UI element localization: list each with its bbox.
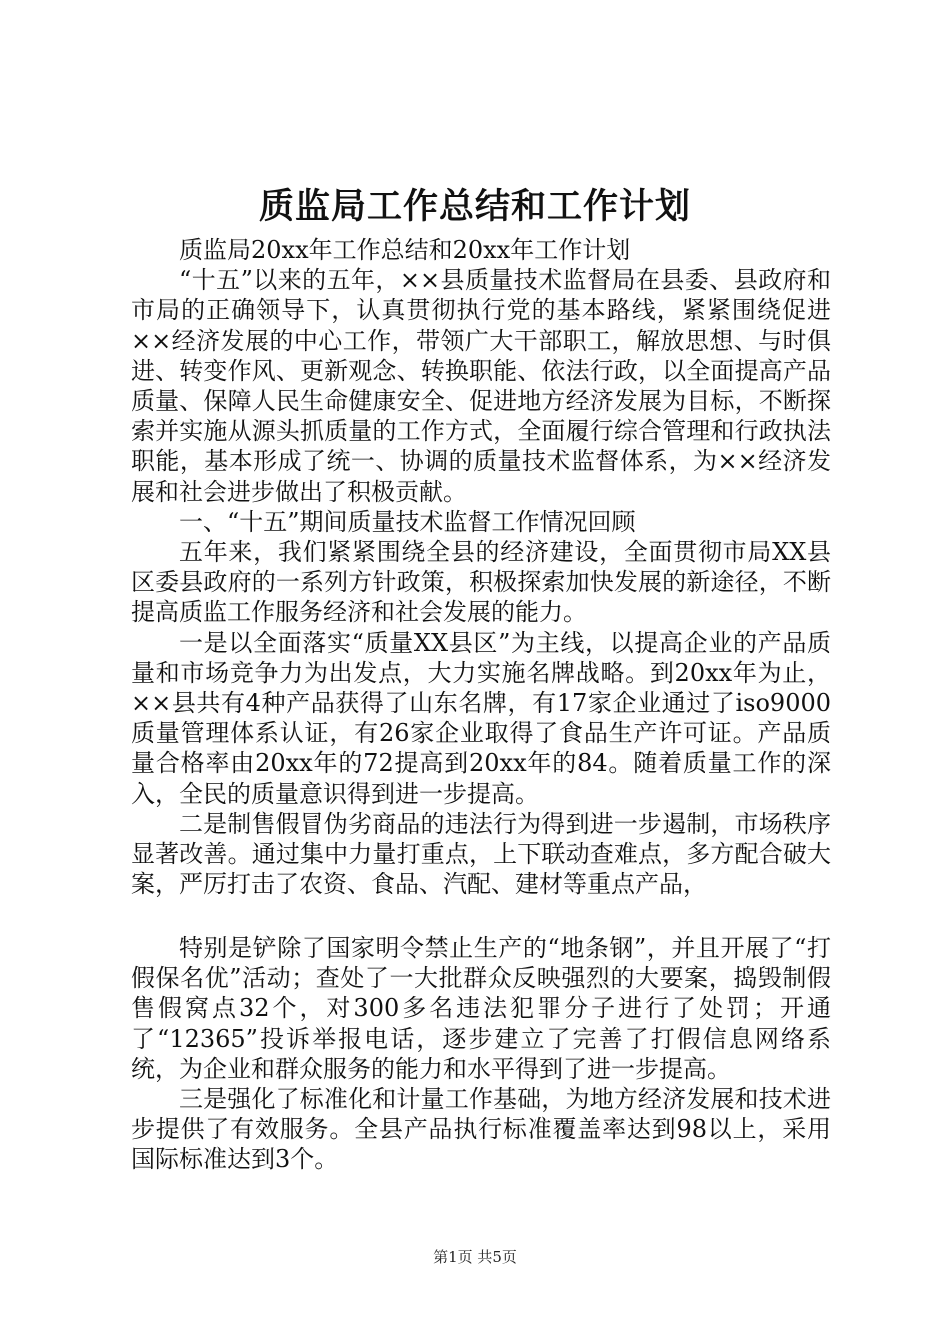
document-body — [131, 235, 831, 899]
point-one-paragraph: 一是以全面落实“质量XX县区”为主线，以提高企业的产品质量和市场竞争力为出发点，大力实施名牌战略。到20xx年为止，××县共有4种产品获得了山东名牌，有17家企业通过了iso9000质量管理体系认证，有26家企业取得了食品生产许可证。产品质量合格率由20xx年的72提高到20xx年的84。随着质量工作的深入，全民的质量意识得到进一步提高。 — [131, 628, 831, 808]
overview-paragraph: 五年来，我们紧紧围绕全县的经济建设，全面贯彻市局XX县区委县政府的一系列方针政策，积极探索加快发展的新途径，不断提高质监工作服务经济和社会发展的能力。 — [131, 538, 831, 627]
document-body-continued — [131, 933, 831, 1175]
intro-paragraph: “十五”以来的五年，××县质量技术监督局在县委、县政府和市局的正确领导下，认真贯彻执行党的基本路线，紧紧围绕促进××经济发展的中心工作，带领广大干部职工，解放思想、与时俱进、转变作风、更新观念、转换职能、依法行政，以全面提高产品质量、保障人民生命健康安全、促进地方经济发展为目标，不断探索并实施从源头抓质量的工作方式，全面履行综合管理和行政执法职能，基本形成了统一、协调的质量技术监督体系，为××经济发展和社会进步做出了积极贡献。 — [131, 266, 831, 506]
point-two-paragraph: 二是制售假冒伪劣商品的违法行为得到进一步遏制，市场秩序显著改善。通过集中力量打重点，上下联动查难点，多方配合破大案，严厉打击了农资、食品、汽配、建材等重点产品， — [131, 809, 831, 899]
point-two-continued-paragraph: 特别是铲除了国家明令禁止生产的“地条钢”，并且开展了“打假保名优”活动；查处了一大批群众反映强烈的大要案，捣毁制假售假窝点32个，对300多名违法犯罪分子进行了处罚；开通了“12365”投诉举报电话，逐步建立了完善了打假信息网络系统，为企业和群众服务的能力和水平得到了进一步提高。 — [131, 934, 831, 1083]
page-footer: 第1页 共5页 — [433, 1248, 517, 1266]
point-three-paragraph: 三是强化了标准化和计量工作基础，为地方经济发展和技术进步提供了有效服务。全县产品执行标准覆盖率达到98以上，采用国际标准达到3个。 — [131, 1085, 831, 1174]
subtitle-paragraph: 质监局20xx年工作总结和20xx年工作计划 — [179, 236, 631, 264]
document-title: 质监局工作总结和工作计划 — [258, 186, 691, 227]
section-heading: 一、“十五”期间质量技术监督工作情况回顾 — [179, 507, 636, 536]
